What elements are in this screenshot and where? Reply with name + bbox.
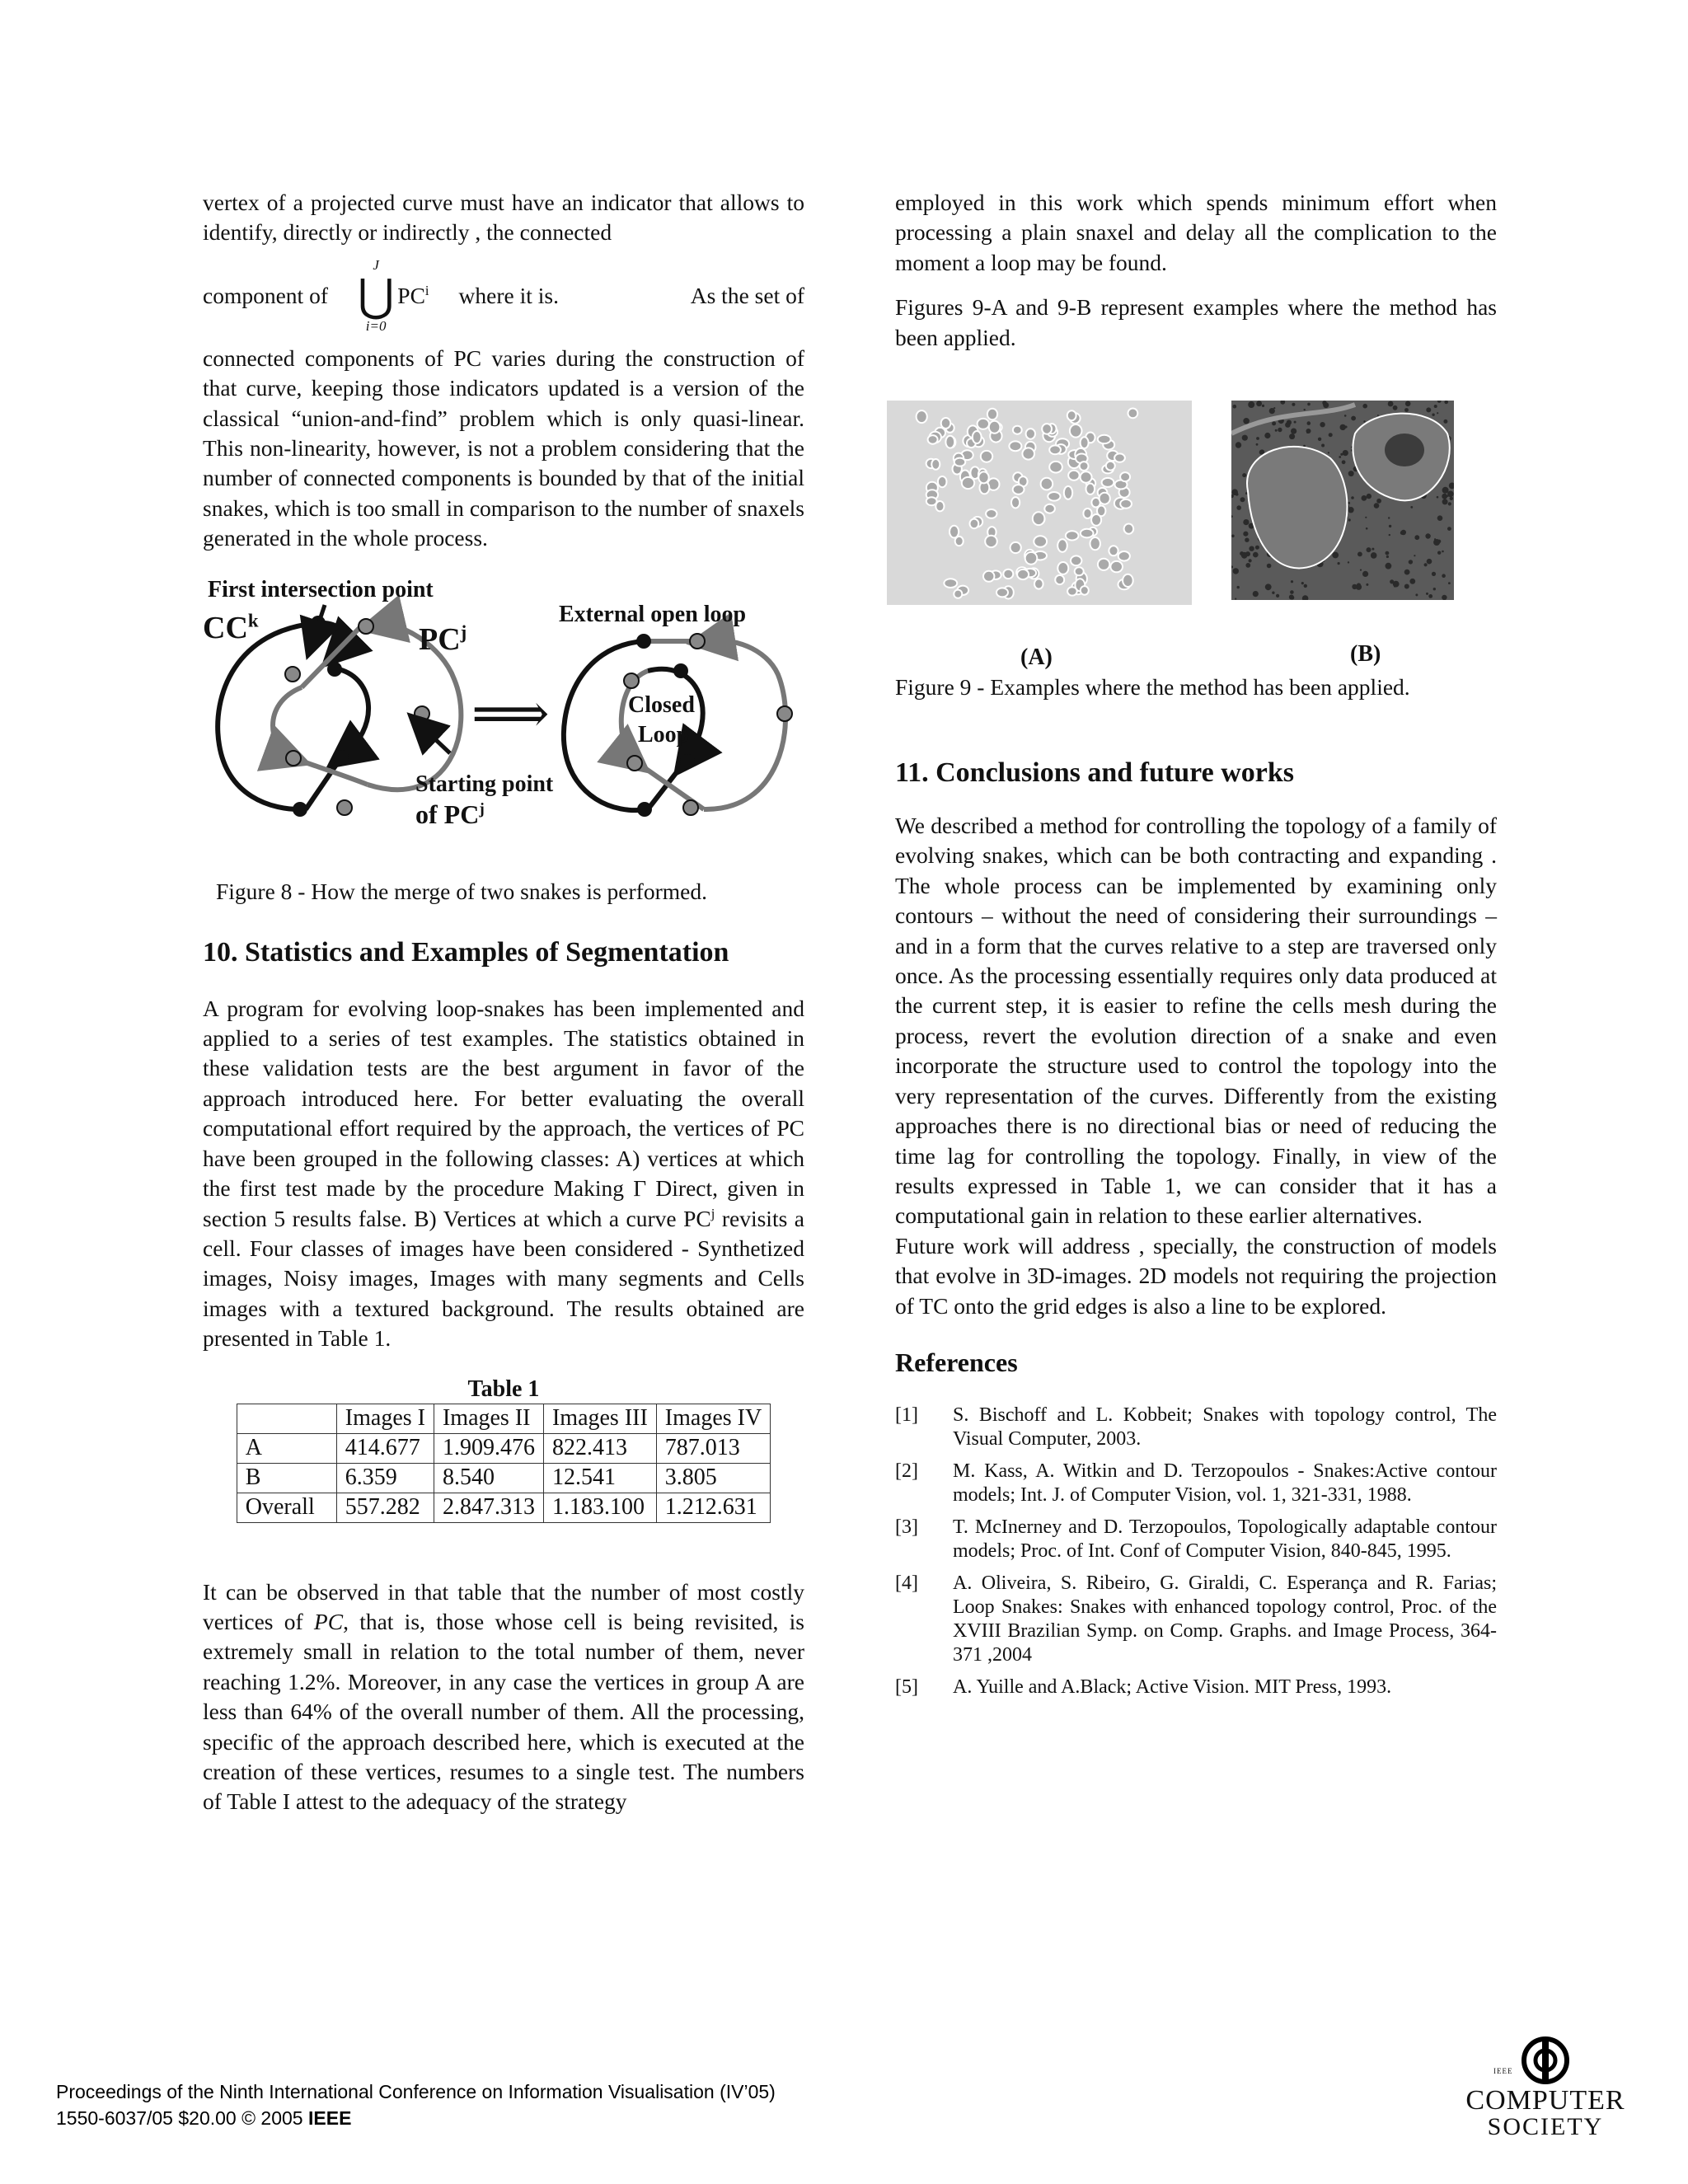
reference-item: [1] S. Bischoff and L. Kobbeit; Snakes with topology control, The Visual Computer, 2003. xyxy=(895,1404,1497,1450)
table-header-cell: Images IV xyxy=(656,1404,770,1433)
table-cell: 2.847.313 xyxy=(434,1493,543,1522)
label-closed: Closed xyxy=(628,691,695,718)
table-1-title: Table 1 xyxy=(467,1376,540,1402)
section-10-heading: 10. Statistics and Examples of Segmentation xyxy=(203,936,729,968)
cck-outer-curve xyxy=(218,623,318,809)
label-of-pcj: of $PC^j$ xyxy=(415,799,485,829)
label-external-open-loop: External open loop xyxy=(559,601,747,627)
node xyxy=(683,800,698,815)
logo-society: SOCIETY xyxy=(1487,2113,1604,2140)
node xyxy=(337,800,352,815)
union-line-after-2: As the set of xyxy=(690,282,804,308)
label-first-intersection: First intersection point xyxy=(208,576,434,602)
footer-proceedings: Proceedings of the Ninth International Conference on Information Visualisation (IV’05) xyxy=(56,2081,776,2102)
section-10-paragraph: A program for evolving loop-snakes has been implemented and applied to a series of test examples. The statistics obtained in these validation tests are the best argument in favor of the approach introduced here. For better evaluating the overall computational effort required by the approach, the vertices of PC have been grouped in the following classes: A) vertices at which the first test made by the procedure Making Γ Direct, given in section 5 results false. B) Vertices at which a curve $PC^j$ revisits a cell. Four classes of images have been considered - Synthetized images, Noisy images, Images with many segments and Cells images with a textured background. The results obtained are presented in Table 1. xyxy=(203,995,804,1352)
intro-paragraph-start: vertex of a projected curve must have an indicator that allows to identify, directly or indirectly , the connected xyxy=(203,190,804,246)
figure-9a-cells-image xyxy=(887,401,1192,605)
table-cell: 3.805 xyxy=(656,1463,770,1493)
table-header-cell: Images I xyxy=(336,1404,434,1433)
section-11-heading: 11. Conclusions and future works xyxy=(895,757,1294,789)
reference-item: [3] T. McInerney and D. Terzopoulos, Topologically adaptable contour models; Proc. of Int. Conf of Computer Vision, 840-845, 1995. xyxy=(895,1516,1497,1562)
union-term: $PC^i$ xyxy=(397,282,429,308)
references-heading: References xyxy=(895,1347,1018,1377)
table-row xyxy=(237,1463,770,1493)
page-footer xyxy=(56,2079,776,2131)
left-column xyxy=(203,188,804,1817)
merge-arrow: ⟹ xyxy=(471,683,550,744)
external-loop-black xyxy=(564,641,648,810)
table-row xyxy=(237,1433,770,1463)
computer-society-logo xyxy=(1451,2036,1640,2139)
table-row xyxy=(237,1493,770,1522)
node xyxy=(673,663,688,678)
table-cell: 1.909.476 xyxy=(434,1433,543,1463)
union-upper-limit: J xyxy=(373,256,379,273)
logo-ieee: IEEE xyxy=(1493,2067,1513,2075)
cck-inner-right xyxy=(339,669,368,757)
union-formula-line xyxy=(203,250,804,342)
label-loop: Loop xyxy=(638,721,690,748)
node xyxy=(637,802,652,817)
figure-8-caption: Figure 8 - How the merge of two snakes is performed. xyxy=(216,878,707,904)
table-cell: 787.013 xyxy=(656,1433,770,1463)
node xyxy=(690,634,705,649)
label-starting-point: Starting point xyxy=(415,771,554,797)
label-cck: $CC^k$ xyxy=(203,610,259,645)
reference-item: [4] A. Oliveira, S. Ribeiro, G. Giraldi, C. Esperança and R. Farias; Loop Snakes: Snakes with enhanced topology control, Proc. of the XVIII Brazilian Symp. on Comp. Graphs. and Image Process, 364-371 ,2004 xyxy=(895,1572,1497,1666)
external-loop-gray xyxy=(704,640,785,809)
intro-paragraph-end: connected components of PC varies during the construction of that curve, keeping those indicators updated is a version of the classical “union-and-find” problem which is only quasi-linear. This non-linearity, however, is not a problem considering that the number of connected components is bounded by that of the initial snakes, which is too small in comparison to the number of snaxels generated in the whole process. xyxy=(203,344,804,551)
node xyxy=(680,754,695,769)
starting-point-pointer xyxy=(419,724,450,753)
node xyxy=(286,751,301,766)
figure-9 xyxy=(895,401,1497,671)
table-cell: 12.541 xyxy=(543,1463,656,1493)
table-header-cell: Images II xyxy=(434,1404,543,1433)
node xyxy=(777,706,792,721)
node xyxy=(359,619,373,634)
table-header-cell xyxy=(237,1404,336,1433)
table-cell: Overall xyxy=(237,1493,336,1522)
node xyxy=(636,634,651,649)
figure-9b-label: (B) xyxy=(1350,641,1381,668)
union-operator xyxy=(358,257,394,335)
right-column xyxy=(895,188,1497,1708)
table-1 xyxy=(237,1404,771,1523)
table-cell: 1.183.100 xyxy=(543,1493,656,1522)
post-table-paragraph: It can be observed in that table that the number of most costly vertices of PC, that is, those whose cell is being revisited, is extremely small in relation to the total number of them, never reaching 1.2%. Moreover, in any case the vertices in group A are less than 64% of the overall number of them. All the processing, specific of the approach described here, which is executed at the creation of these vertices, resumes to a single test. The numbers of Table I attest to the adequacy of the strategy xyxy=(203,1578,804,1815)
pcj-lower-cross xyxy=(293,758,368,785)
node xyxy=(627,756,642,771)
pcj-inner-left xyxy=(273,687,302,758)
table-cell: 414.677 xyxy=(336,1433,434,1463)
figure-9-caption: Figure 9 - Examples where the method has been applied. xyxy=(895,674,1410,701)
node xyxy=(293,802,307,817)
table-header-cell: Images III xyxy=(543,1404,656,1433)
union-line-before: component of xyxy=(203,282,328,308)
node xyxy=(334,750,349,765)
phi-logo-icon xyxy=(1521,2036,1570,2085)
node xyxy=(624,673,639,688)
section-11-paragraph-1: We described a method for controlling the topology of a family of evolving snakes, which can be both contracting and expanding . The whole process can be implemented by examining only contours – without the need of considering their surroundings – and in a form that the curves relative to a step are traversed only once. As the processing essentially requires only data produced at the current step, it is easier to refine the cells mesh during the process, revert the evolution direction of a snake and even incorporate the structure used to control the topology into the very representation of the curves. Differently from the existing approaches there is no directional bias or need of reducing the time lag for controlling the topology. Finally, in view of the results expressed in Table 1, we can consider that it has a computational gain in relation to these earlier alternatives. xyxy=(895,813,1497,1229)
logo-computer: COMPUTER xyxy=(1465,2085,1625,2116)
union-lower-limit: i=0 xyxy=(365,317,387,334)
figure-9b-cells-image xyxy=(1231,401,1454,600)
section-11-paragraph-2: Future work will address , specially, the construction of models that evolve in 3D-images. 2D models not requiring the projection of TC onto the grid edges is also a line to be explored. xyxy=(895,1232,1497,1319)
pcj-upper-cross xyxy=(302,628,359,687)
node xyxy=(327,662,342,677)
reference-item: [5] A. Yuille and A.Black; Active Vision. MIT Press, 1993. xyxy=(895,1675,1392,1698)
figure-8 xyxy=(203,576,804,860)
table-cell: 6.359 xyxy=(336,1463,434,1493)
table-cell: 822.413 xyxy=(543,1433,656,1463)
table-cell: B xyxy=(237,1463,336,1493)
figures-intro-paragraph: Figures 9-A and 9-B represent examples where the method has been applied. xyxy=(895,294,1497,350)
union-symbol: ⋃ xyxy=(357,270,395,321)
footer-issn: 1550-6037/05 $20.00 © 2005 IEEE xyxy=(56,2107,352,2129)
label-pcj: $PC^j$ xyxy=(419,621,467,657)
node xyxy=(285,667,300,682)
figure-9a-label: (A) xyxy=(1020,644,1053,671)
union-line-after-1: where it is. xyxy=(458,282,559,308)
table-cell: 8.540 xyxy=(434,1463,543,1493)
continued-paragraph: employed in this work which spends minimum effort when processing a plain snaxel and delay all the complication to the moment a loop may be found. xyxy=(895,190,1497,275)
table-cell: A xyxy=(237,1433,336,1463)
table-header-row xyxy=(237,1404,770,1433)
node xyxy=(415,706,429,721)
table-cell: 1.212.631 xyxy=(656,1493,770,1522)
references-list xyxy=(895,1404,1497,1699)
reference-item: [2] M. Kass, A. Witkin and D. Terzopoulos - Snakes:Active contour models; Int. J. of Computer Vision, vol. 1, 321-331, 1988. xyxy=(895,1460,1497,1506)
table-cell: 557.282 xyxy=(336,1493,434,1522)
